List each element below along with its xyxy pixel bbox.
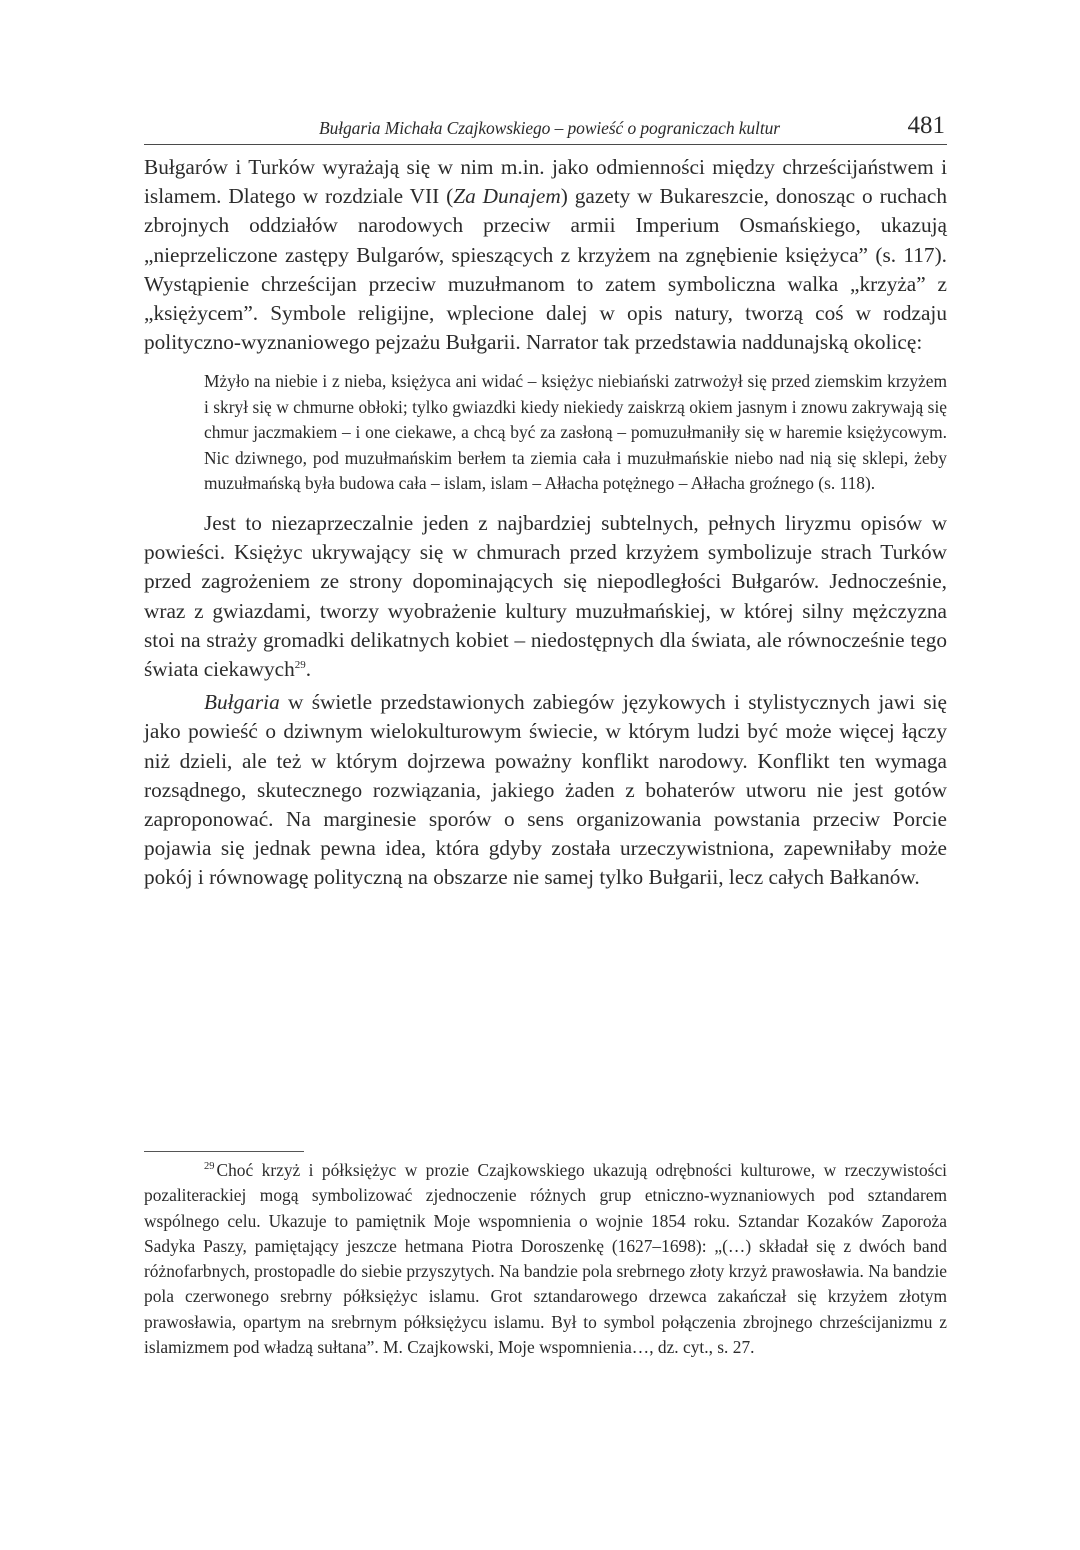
paragraph-2 bbox=[144, 509, 947, 684]
paragraph-1-text-b: ) gazety w Bukareszcie, donosząc o ruchach zbrojnych oddziałów narodowych przeciw armii Imperium Osmańskiego, ukazują „nieprzeliczone zastępy Bulgarów, spieszących z krzyżem na zgnębienie księżyca” (s. 117). Wystąpienie chrześcijan przeciw muzułmanom to zatem symboliczna walka „krzyża” z „księżycem”. Symbole religijne, wplecione dalej w opis natury, tworzą coś w rodzaju polityczno-wyznaniowego pejzażu Bułgarii. Narrator tak przedstawia naddunajską okolicę: bbox=[144, 184, 947, 355]
running-header bbox=[144, 112, 947, 145]
footnote-text: Choć krzyż i półksiężyc w prozie Czajkowskiego ukazują odrębności kulturowe, w rzeczywistości pozaliterackiej mogą symbolizować zjednoczenie różnych grup etniczno-wyznaniowych pod sztandarem wspólnego celu. Ukazuje to pamiętnik Moje wspomnienia o wojnie 1854 roku. Sztandar Kozaków Zaporoża Sadyka Paszy, pamiętający jeszcze hetmana Piotra Doroszenkę (1627–1698): „(…) składał się z dwóch band różnofarbnych, prostopadle do siebie przyszytych. Na bandzie pola srebrnego złoty krzyż prawosławia. Na bandzie pola czerwonego srebrny półksiężyc islamu. Grot sztandarowego drzewca zakańczał się krzyżem złotym prawosławia, opartym na srebrnym półksiężycu islamu. Był to symbol połączenia zbrojnego chrześcijanizmu z islamizmem pod władzą sułtana”. M. Czajkowski, Moje wspomnienia…, dz. cyt., s. 27. bbox=[144, 1160, 947, 1358]
running-title: Bułgaria Michała Czajkowskiego – powieść o pograniczach kultur bbox=[319, 118, 780, 138]
paragraph-3 bbox=[144, 688, 947, 892]
footnote-number: 29 bbox=[204, 1161, 215, 1172]
paragraph-1 bbox=[144, 153, 947, 357]
paragraph-2-end: . bbox=[305, 656, 312, 681]
chapter-title-italic: Za Dunajem bbox=[453, 184, 561, 209]
body-text bbox=[144, 153, 947, 893]
footnote-29 bbox=[144, 1158, 947, 1360]
paragraph-3-text: w świetle przedstawionych zabiegów językowych i stylistycznych jawi się jako powieść o dziwnym wielokulturowym świecie, w którym ludzi być może więcej łączy niż dzieli, ale też w którym dojrzewa poważny konflikt narodowy. Konflikt ten wymaga rozsądnego, skutecznego rozwiązania, jakiego żaden z bohaterów utworu nie jest gotów zaproponować. Na marginesie sporów o sens organizowania powstania przeciw Porcie pojawia się jednak pewna idea, która gdyby została urzeczywistniona, zapewniłaby może pokój i równowagę polityczną na obszarze nie samej tylko Bułgarii, lecz całych Bałkanów. bbox=[144, 690, 947, 890]
page bbox=[144, 112, 947, 893]
footnotes bbox=[144, 1158, 947, 1360]
paragraph-1-text-a: Bułgarów i Turków wyrażają się w nim m.in. jako odmienności między chrześcijaństwem i islamem. Dlatego w rozdziale VII ( bbox=[144, 155, 947, 209]
footnote-ref-29[interactable]: 29 bbox=[294, 658, 306, 671]
title-italic-bulgaria: Bułgaria bbox=[204, 690, 280, 715]
block-quote-text: Mżyło na niebie i z nieba, księżyca ani widać – księżyc niebiański zatrwożył się przed ziemskim krzyżem i skrył się w chmurne obłoki; tylko gwiazdki kiedy niekiedy zaiskrzą okiem jasnym i znowu zakrywają się chmur jaczmakiem – i one ciekawe, a chcą być za zasłoną – pomuzułmaniły się w haremie księżycowym. Nic dziwnego, pod muzułmańskim berłem ta ziemia cała i muzułmańskie niebo nad nią się sklepi, żeby muzułmańską była budowa cała – islam, islam – Ałłacha potężnego – Ałłacha groźnego (s. 118). bbox=[204, 371, 947, 494]
paragraph-2-text: Jest to niezaprzeczalnie jeden z najbardziej subtelnych, pełnych liryzmu opisów w powieści. Księżyc ukrywający się w chmurach przed krzyżem symbolizuje strach Turków przed zagrożeniem ze strony dopominających się niepodległości Bułgarów. Jednocześnie, wraz z gwiazdami, tworzy wyobrażenie kultury muzułmańskiej, w której silny mężczyzna stoi na straży gromadki delikatnych kobiet – niedostępnych dla świata, ale równocześnie tego świata ciekawych bbox=[144, 510, 947, 681]
footnote-separator bbox=[144, 1151, 304, 1152]
page-number: 481 bbox=[907, 112, 945, 139]
block-quote bbox=[204, 369, 947, 497]
